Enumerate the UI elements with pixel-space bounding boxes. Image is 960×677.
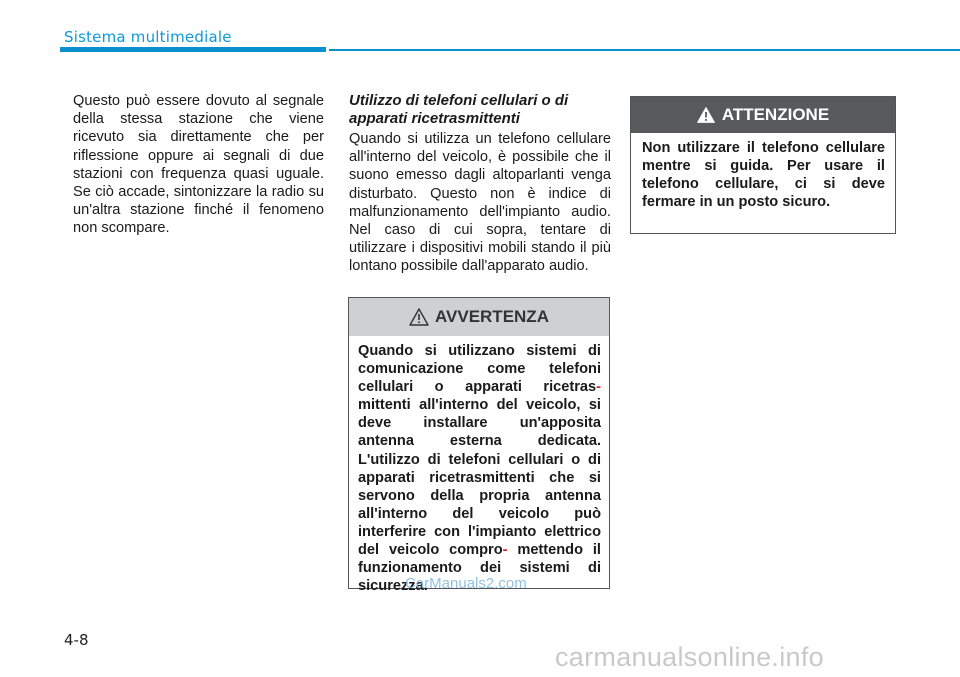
section-heading: Utilizzo di telefoni cellulari o di apparati ricetrasmittenti [349,92,569,127]
section-title: Sistema multimediale [64,28,232,46]
header-rule-thick [60,47,326,52]
warning-text-part-3: mettendo il funzionamento dei sistemi di sicurezza. [358,542,601,595]
header-rule-thin [329,49,960,51]
warning-text-part-2: mittenti all'interno del veicolo, si deve installare un'apposita antenna esterna dedicata. L'utilizzo di telefoni cellulari o di apparati ricetrasmittenti che si servono della propria antenna all'interno del veicolo può interferire con l'impianto elettrico del veicolo compro [358,397,601,559]
warning-hyphen-2: - [502,542,508,559]
warning-box [348,297,610,595]
warning-text [349,336,609,595]
warning-hyphen-1: - [596,379,601,396]
warning-text-part-1: Quando si utilizzano sistemi di comunicazione come telefoni cellulari o apparati ricetras [358,343,601,396]
column-1-paragraph: Questo può essere dovuto al segnale della stessa stazione che viene ricevuto sia direttamente che per riflessione oppure ai segnali di due stazioni con frequenza quasi uguale. Se ciò accade, sintonizzare la radio su un'altra stazione finché il fenomeno non scompare. [73,93,324,237]
warning-triangle-icon [409,308,429,326]
attention-title: ATTENZIONE [721,105,830,124]
attention-text: Non utilizzare il telefono cellulare mentre si guida. Per usare il telefono cellulare, ci si deve fermare in un posto sicuro. [642,140,885,211]
attention-triangle-icon [697,107,715,123]
attention-box [630,96,896,234]
warning-header [349,298,609,336]
column-2-paragraph: Quando si utilizza un telefono cellulare all'interno del veicolo, è possibile che il suono emesso dagli altoparlanti venga disturbato. Questo non è indice di malfunzionamento dell'impianto audio. Nel caso di cui sopra, tentare di utilizzare i dispositivi mobili stando il più lontano possibile dall'apparato audio. [349,131,611,275]
page-number: 4-8 [64,631,89,649]
warning-title: AVVERTENZA [435,307,549,326]
column-2 [349,92,611,276]
watermark-small: CarManuals2.com [405,575,527,592]
attention-header [631,97,895,133]
watermark-large: carmanualsonline.info [555,642,824,672]
